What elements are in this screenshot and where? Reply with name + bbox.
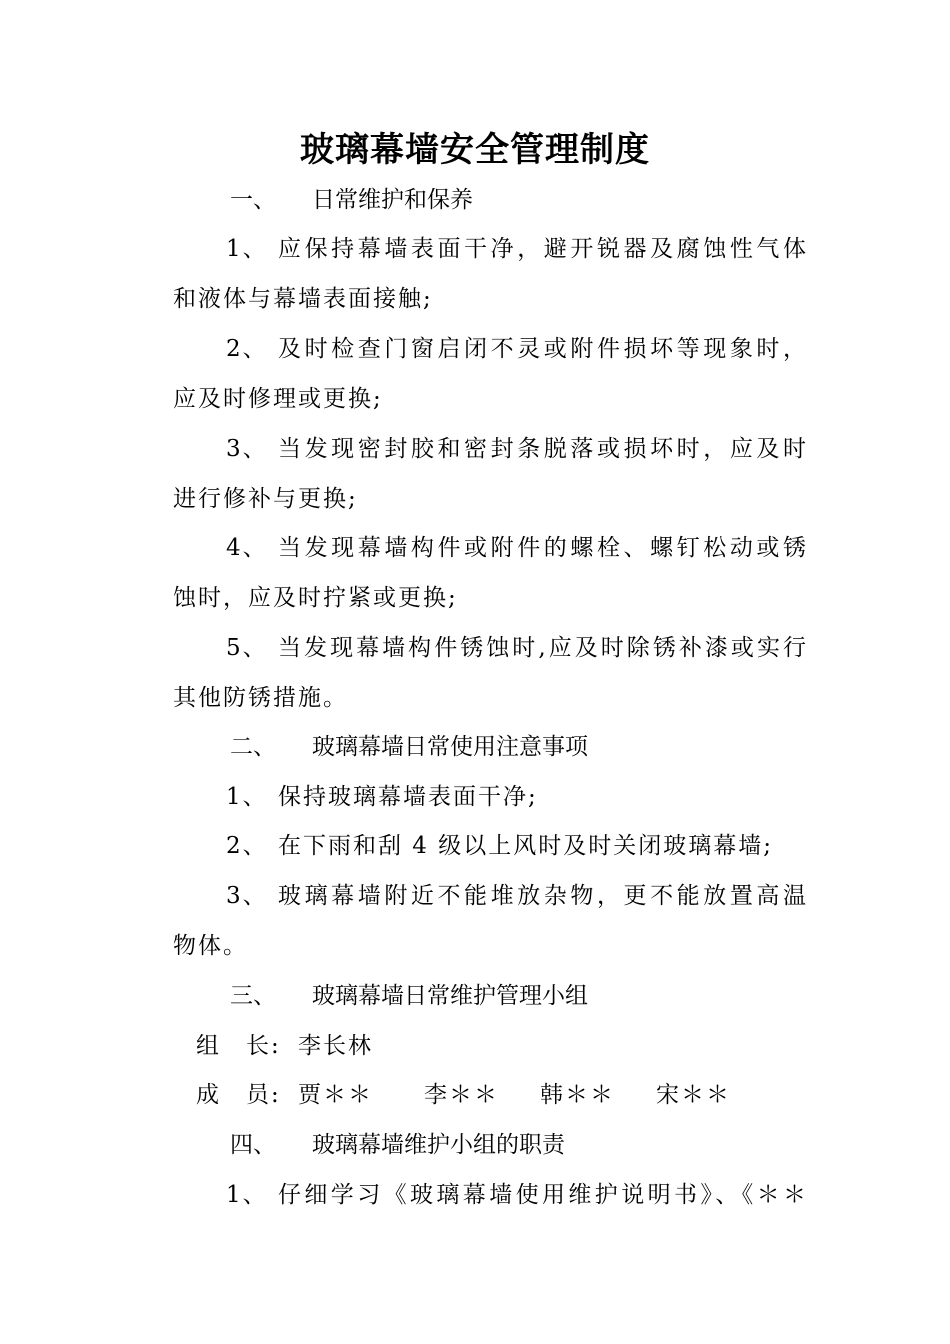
list-item — [0, 630, 950, 666]
section-number: 四、 — [230, 1132, 276, 1158]
item-text: 及时检查门窗启闭不灵或附件损坏等现象时， — [278, 336, 808, 362]
item-text: 当发现幕墙构件或附件的螺栓、螺钉松动或锈 — [278, 535, 808, 561]
list-item — [0, 530, 950, 566]
item-text: 应保持幕墙表面干净，避开锐器及腐蚀性气体 — [278, 236, 808, 262]
item-number: 5、 — [226, 635, 268, 661]
item-number: 3、 — [226, 883, 268, 909]
item-number: 1、 — [226, 1182, 268, 1208]
item-number: 3、 — [226, 436, 268, 462]
list-item — [0, 779, 950, 815]
item-number: 2、 — [226, 833, 268, 859]
section-title: 玻璃幕墙日常维护管理小组 — [312, 983, 588, 1009]
item-text-continued: 蚀时，应及时拧紧或更换; — [173, 585, 458, 611]
team-leader-row — [0, 1028, 950, 1064]
section-heading-3 — [230, 978, 588, 1014]
item-number: 4、 — [226, 535, 268, 561]
item-text: 仔细学习《玻璃幕墙使用维护说明书》、《＊＊ — [278, 1182, 808, 1208]
section-heading-1 — [230, 182, 473, 218]
item-text: 当发现密封胶和密封条脱落或损坏时，应及时 — [278, 436, 808, 462]
leader-label: 组 长: — [196, 1033, 281, 1059]
section-title: 玻璃幕墙日常使用注意事项 — [312, 734, 588, 760]
list-item — [0, 1177, 950, 1213]
members-label: 成 员: — [196, 1082, 281, 1108]
section-title: 玻璃幕墙维护小组的职责 — [312, 1132, 565, 1158]
list-item — [0, 231, 950, 267]
list-item — [0, 331, 950, 367]
list-item — [0, 878, 950, 914]
item-text-continued: 应及时修理或更换; — [173, 386, 383, 412]
member-name: 李＊＊ — [424, 1082, 499, 1108]
team-members-row — [0, 1077, 950, 1113]
list-item — [0, 431, 950, 467]
member-name: 贾＊＊ — [298, 1082, 373, 1108]
member-name: 韩＊＊ — [540, 1082, 615, 1108]
item-text-continued: 进行修补与更换; — [173, 486, 358, 512]
section-number: 一、 — [230, 187, 276, 213]
section-heading-2 — [230, 729, 588, 765]
list-item — [0, 828, 950, 864]
item-text-continued: 物体。 — [173, 933, 248, 959]
item-number: 2、 — [226, 336, 268, 362]
section-heading-4 — [230, 1127, 565, 1163]
item-text: 在下雨和刮 4 级以上风时及时关闭玻璃幕墙; — [278, 833, 774, 859]
member-name: 宋＊＊ — [656, 1082, 731, 1108]
item-text-continued: 和液体与幕墙表面接触; — [173, 286, 433, 312]
section-title: 日常维护和保养 — [312, 187, 473, 213]
leader-name: 李长林 — [298, 1033, 373, 1059]
item-number: 1、 — [226, 236, 268, 262]
item-text: 当发现幕墙构件锈蚀时,应及时除锈补漆或实行 — [278, 635, 808, 661]
section-number: 三、 — [230, 983, 276, 1009]
item-text: 保持玻璃幕墙表面干净; — [278, 784, 538, 810]
item-text-continued: 其他防锈措施。 — [173, 685, 348, 711]
page-title: 玻璃幕墙安全管理制度 — [300, 130, 650, 170]
section-number: 二、 — [230, 734, 276, 760]
item-text: 玻璃幕墙附近不能堆放杂物，更不能放置高温 — [278, 883, 808, 909]
item-number: 1、 — [226, 784, 268, 810]
